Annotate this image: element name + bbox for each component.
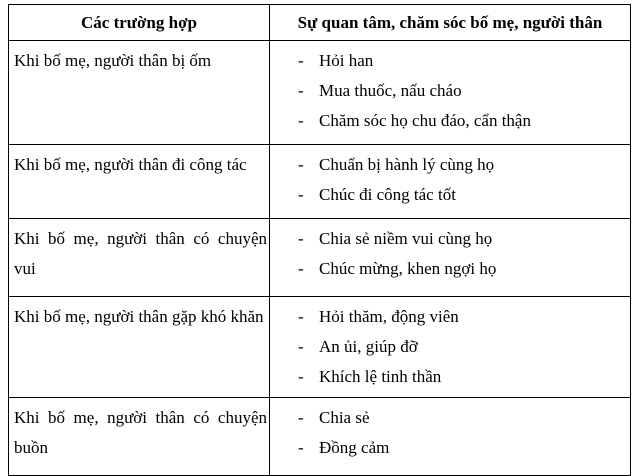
list-item-text: Chăm sóc họ chu đáo, cẩn thận <box>319 111 531 130</box>
table-row <box>9 297 631 398</box>
list-item-text: Chia sẻ <box>319 408 370 427</box>
care-cell <box>270 41 631 145</box>
dash-marker: - <box>298 185 304 204</box>
list-item-text: Đồng cảm <box>319 438 390 457</box>
care-cell <box>270 145 631 219</box>
list-item <box>298 180 626 210</box>
care-cell <box>270 398 631 476</box>
list-item-text: Chúc mừng, khen ngợi họ <box>319 259 497 278</box>
dash-marker: - <box>298 438 304 457</box>
care-cases-table <box>8 4 631 476</box>
list-item-text: Hỏi han <box>319 51 374 70</box>
case-cell: Khi bố mẹ, người thân đi công tác <box>9 145 270 219</box>
table-row <box>9 398 631 476</box>
list-item-text: Chúc đi công tác tốt <box>319 185 456 204</box>
list-item <box>298 76 626 106</box>
list-item <box>298 332 626 362</box>
list-item <box>298 362 626 392</box>
dash-marker: - <box>298 337 304 356</box>
dash-marker: - <box>298 81 304 100</box>
care-cell <box>270 219 631 297</box>
dash-marker: - <box>298 229 304 248</box>
list-item <box>298 302 626 332</box>
dash-marker: - <box>298 259 304 278</box>
dash-marker: - <box>298 307 304 326</box>
dash-marker: - <box>298 111 304 130</box>
list-item-text: Hỏi thăm, động viên <box>319 307 459 326</box>
list-item-text: An ủi, giúp đỡ <box>319 337 418 356</box>
list-item-text: Khích lệ tinh thần <box>319 367 442 386</box>
list-item-text: Chuẩn bị hành lý cùng họ <box>319 155 495 174</box>
header-cases: Các trường hợp <box>9 5 270 41</box>
list-item-text: Mua thuốc, nấu cháo <box>319 81 462 100</box>
list-item <box>298 106 626 136</box>
table-row <box>9 219 631 297</box>
case-cell: Khi bố mẹ, người thân gặp khó khăn <box>9 297 270 398</box>
list-item <box>298 46 626 76</box>
care-cell <box>270 297 631 398</box>
dash-marker: - <box>298 51 304 70</box>
list-item <box>298 433 626 463</box>
list-item <box>298 254 626 284</box>
table-row <box>9 41 631 145</box>
case-cell: Khi bố mẹ, người thân có chuyện vui <box>9 219 270 297</box>
dash-marker: - <box>298 155 304 174</box>
case-cell: Khi bố mẹ, người thân bị ốm <box>9 41 270 145</box>
table-header-row <box>9 5 631 41</box>
case-cell: Khi bố mẹ, người thân có chuyện buồn <box>9 398 270 476</box>
list-item <box>298 150 626 180</box>
header-care: Sự quan tâm, chăm sóc bố mẹ, người thân <box>270 5 631 41</box>
list-item <box>298 224 626 254</box>
list-item <box>298 403 626 433</box>
table-row <box>9 145 631 219</box>
dash-marker: - <box>298 408 304 427</box>
dash-marker: - <box>298 367 304 386</box>
list-item-text: Chia sẻ niềm vui cùng họ <box>319 229 493 248</box>
